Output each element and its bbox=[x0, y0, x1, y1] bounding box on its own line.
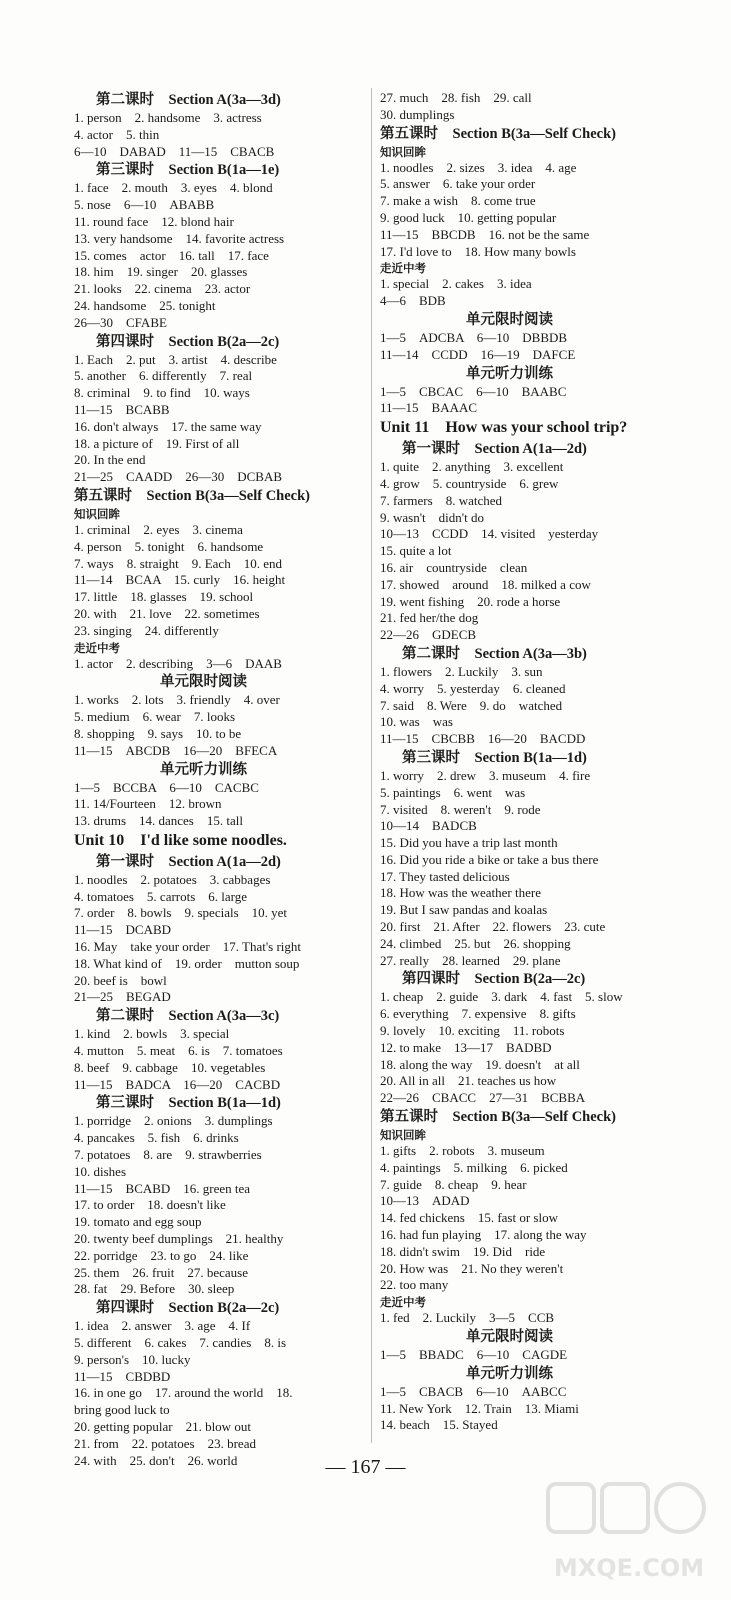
answer-line: 21—25 CAADD 26—30 DCBAB bbox=[74, 469, 283, 485]
answer-line: 1. porridge 2. onions 3. dumplings bbox=[74, 1113, 273, 1129]
answer-line: 20. beef is bowl bbox=[74, 972, 167, 988]
answer-line: 11. New York 12. Train 13. Miami bbox=[380, 1400, 579, 1416]
section-heading: 第一课时 Section A(1a—2d) bbox=[96, 853, 281, 870]
subsection-label: 知识回眸 bbox=[74, 506, 120, 521]
answer-line: 1. special 2. cakes 3. idea bbox=[380, 276, 532, 292]
answer-line: 5. answer 6. take your order bbox=[380, 176, 536, 192]
answer-line: 7. order 8. bowls 9. specials 10. yet bbox=[74, 905, 288, 921]
answer-line: 10. dishes bbox=[74, 1163, 126, 1179]
answer-line: 16. don't always 17. the same way bbox=[74, 418, 262, 434]
subsection-label: 走近中考 bbox=[380, 261, 426, 276]
section-heading: 单元限时阅读 bbox=[466, 311, 553, 328]
answer-line: 18. How was the weather there bbox=[380, 885, 541, 901]
answer-line: 14. fed chickens 15. fast or slow bbox=[380, 1210, 558, 1226]
answer-line: 23. singing 24. differently bbox=[74, 622, 219, 638]
answer-line: 20. In the end bbox=[74, 452, 146, 468]
answer-line: 20. How was 21. No they weren't bbox=[380, 1260, 564, 1276]
answer-line: 5. another 6. differently 7. real bbox=[74, 368, 253, 384]
answer-line: 11—15 BCABB bbox=[74, 401, 170, 417]
answer-line: 11. round face 12. blond hair bbox=[74, 213, 234, 229]
answer-line: 5. nose 6—10 ABABB bbox=[74, 197, 215, 213]
unit-title: Unit 11 How was your school trip? bbox=[380, 419, 628, 437]
answer-line: 1. actor 2. describing 3—6 DAAB bbox=[74, 655, 282, 671]
answer-line: 15. comes actor 16. tall 17. face bbox=[74, 247, 269, 263]
answer-line: 11—15 ABCDB 16—20 BFECA bbox=[74, 742, 278, 758]
answer-line: 4—6 BDB bbox=[380, 293, 446, 309]
answer-line: 7. farmers 8. watched bbox=[380, 492, 503, 508]
answer-line: 18. What kind of 19. order mutton soup bbox=[74, 955, 300, 971]
answer-line: 25. them 26. fruit 27. because bbox=[74, 1264, 249, 1280]
subsection-label: 知识回眸 bbox=[380, 1128, 426, 1143]
answer-line: 17. I'd love to 18. How many bowls bbox=[380, 243, 576, 259]
section-heading: 第四课时 Section B(2a—2c) bbox=[402, 971, 586, 988]
answer-line: 22. porridge 23. to go 24. like bbox=[74, 1247, 249, 1263]
answer-line: 14. beach 15. Stayed bbox=[380, 1417, 498, 1433]
section-heading: 第三课时 Section B(1a—1e) bbox=[96, 162, 280, 179]
answer-line: 21. from 22. potatoes 23. bread bbox=[74, 1435, 256, 1451]
answer-line: 4. paintings 5. milking 6. picked bbox=[380, 1159, 568, 1175]
answer-line: 1. noodles 2. potatoes 3. cabbages bbox=[74, 871, 271, 887]
answer-line: 1—5 CBACB 6—10 AABCC bbox=[380, 1383, 567, 1399]
answer-line: 9. lovely 10. exciting 11. robots bbox=[380, 1023, 565, 1039]
page-number: — 167 — bbox=[325, 1456, 406, 1478]
answer-line: 13. drums 14. dances 15. tall bbox=[74, 813, 243, 829]
watermark-logo bbox=[544, 1478, 714, 1588]
section-heading: 第三课时 Section B(1a—1d) bbox=[96, 1095, 281, 1112]
answer-line: 5. medium 6. wear 7. looks bbox=[74, 709, 236, 725]
answer-line: 1. Each 2. put 3. artist 4. describe bbox=[74, 351, 277, 367]
section-heading: 第四课时 Section B(2a—2c) bbox=[96, 333, 280, 350]
answer-line: 11—14 BCAA 15. curly 16. height bbox=[74, 572, 286, 588]
answer-line: 12. to make 13—17 BADBD bbox=[380, 1039, 552, 1055]
section-heading: 单元限时阅读 bbox=[160, 674, 247, 691]
answer-line: 10—13 CCDD 14. visited yesterday bbox=[380, 526, 599, 542]
answer-line: 11—15 BADCA 16—20 CACBD bbox=[74, 1076, 281, 1092]
answer-line: 17. showed around 18. milked a cow bbox=[380, 576, 591, 592]
answer-line: 11—14 CCDD 16—19 DAFCE bbox=[380, 346, 576, 362]
answer-line: 22—26 GDECB bbox=[380, 627, 477, 643]
answer-column-left bbox=[74, 90, 364, 1469]
section-heading: 第二课时 Section A(3a—3c) bbox=[96, 1008, 280, 1025]
answer-line: 18. along the way 19. doesn't at all bbox=[380, 1056, 580, 1072]
answer-line: 8. shopping 9. says 10. to be bbox=[74, 725, 242, 741]
answer-line: 17. to order 18. doesn't like bbox=[74, 1197, 226, 1213]
answer-line: 7. make a wish 8. come true bbox=[380, 193, 536, 209]
answer-line: 20. getting popular 21. blow out bbox=[74, 1419, 251, 1434]
answer-line: 1. person 2. handsome 3. actress bbox=[74, 110, 262, 125]
section-heading: 单元听力训练 bbox=[466, 365, 553, 382]
answer-line: 1. gifts 2. robots 3. museum bbox=[380, 1143, 545, 1159]
section-heading: 单元限时阅读 bbox=[466, 1329, 553, 1346]
unit-title: Unit 10 I'd like some noodles. bbox=[74, 831, 287, 849]
answer-line: 5. different 6. cakes 7. candies 8. is bbox=[74, 1335, 287, 1351]
answer-line: 1. criminal 2. eyes 3. cinema bbox=[74, 521, 243, 537]
answer-line: 16. Did you ride a bike or take a bus there bbox=[380, 851, 599, 867]
answer-line: bring good luck to bbox=[74, 1402, 170, 1418]
answer-line: 19. tomato and egg soup bbox=[74, 1214, 202, 1230]
answer-line: 11—15 BAAAC bbox=[380, 400, 478, 416]
answer-line: 1. quite 2. anything 3. excellent bbox=[380, 459, 564, 475]
answer-line: 15. Did you have a trip last month bbox=[380, 835, 558, 851]
answer-line: 11. 14/Fourteen 12. brown bbox=[74, 796, 222, 812]
answer-line: 11—15 CBCBB 16—20 BACDD bbox=[380, 731, 586, 747]
answer-line: 6—10 DABAD 11—15 CBACB bbox=[74, 143, 275, 159]
answer-line: 15. quite a lot bbox=[380, 543, 452, 559]
answer-line: 4. mutton 5. meat 6. is 7. tomatoes bbox=[74, 1043, 283, 1059]
answer-line: 7. visited 8. weren't 9. rode bbox=[380, 801, 541, 817]
answer-line: 6. everything 7. expensive 8. gifts bbox=[380, 1006, 576, 1022]
answer-line: 1. fed 2. Luckily 3—5 CCB bbox=[380, 1310, 555, 1326]
answer-line: 4. actor 5. thin bbox=[74, 126, 160, 142]
subsection-label: 走近中考 bbox=[380, 1295, 426, 1310]
answer-line: 17. They tasted delicious bbox=[380, 868, 510, 884]
answer-line: 10—13 ADAD bbox=[380, 1193, 470, 1209]
answer-line: 7. ways 8. straight 9. Each 10. end bbox=[74, 555, 282, 571]
answer-line: 19. went fishing 20. rode a horse bbox=[380, 593, 561, 609]
answer-line: 1. noodles 2. sizes 3. idea 4. age bbox=[380, 159, 577, 175]
answer-line: 7. said 8. Were 9. do watched bbox=[380, 697, 563, 713]
answer-line: 4. pancakes 5. fish 6. drinks bbox=[74, 1130, 239, 1146]
answer-line: 16. May take your order 17. That's right bbox=[74, 939, 302, 955]
answer-line: 4. worry 5. yesterday 6. cleaned bbox=[380, 680, 566, 696]
answer-line: 18. didn't swim 19. Did ride bbox=[380, 1243, 546, 1259]
answer-line: 10—14 BADCB bbox=[380, 818, 477, 834]
answer-line: 24. climbed 25. but 26. shopping bbox=[380, 935, 571, 951]
answer-line: 1. flowers 2. Luckily 3. sun bbox=[380, 663, 543, 679]
answer-line: 24. handsome 25. tonight bbox=[74, 297, 216, 313]
answer-line: 1—5 BCCBA 6—10 CACBC bbox=[74, 779, 259, 795]
subsection-label: 知识回眸 bbox=[380, 144, 426, 159]
answer-line: 11—15 DCABD bbox=[74, 922, 172, 938]
section-heading: 第四课时 Section B(2a—2c) bbox=[96, 1300, 280, 1317]
answer-line: 20. with 21. love 22. sometimes bbox=[74, 605, 260, 621]
answer-line: 21—25 BEGAD bbox=[74, 989, 171, 1005]
answer-line: 20. first 21. After 22. flowers 23. cute bbox=[380, 919, 606, 935]
section-heading: 第二课时 Section A(3a—3b) bbox=[402, 645, 587, 662]
answer-line: 4. tomatoes 5. carrots 6. large bbox=[74, 888, 248, 904]
answer-line: 10. was was bbox=[380, 714, 453, 730]
answer-line: 8. beef 9. cabbage 10. vegetables bbox=[74, 1059, 266, 1075]
answer-line: 1. worry 2. drew 3. museum 4. fire bbox=[380, 767, 591, 783]
answer-line: 27. really 28. learned 29. plane bbox=[380, 952, 561, 968]
answer-line: 1. kind 2. bowls 3. special bbox=[74, 1026, 230, 1042]
answer-line: 24. with 25. don't 26. world bbox=[74, 1452, 238, 1468]
answer-line: 4. person 5. tonight 6. handsome bbox=[74, 538, 264, 554]
answer-line: 16. in one go 17. around the world 18. bbox=[74, 1385, 293, 1401]
answer-line: 20. twenty beef dumplings 21. healthy bbox=[74, 1231, 284, 1247]
answer-line: 1—5 ADCBA 6—10 DBBDB bbox=[380, 329, 568, 345]
answer-line: 26—30 CFABE bbox=[74, 314, 167, 330]
answer-line: 19. But I saw pandas and koalas bbox=[380, 902, 548, 918]
answer-line: 11—15 BCABD 16. green tea bbox=[74, 1180, 251, 1196]
answer-line: 27. much 28. fish 29. call bbox=[380, 90, 532, 105]
section-heading: 单元听力训练 bbox=[466, 1365, 553, 1382]
answer-line: 5. paintings 6. went was bbox=[380, 784, 526, 800]
answer-line: 1. cheap 2. guide 3. dark 4. fast 5. slow bbox=[380, 989, 623, 1005]
answer-line: 11—15 BBCDB 16. not be the same bbox=[380, 226, 590, 242]
answer-column-right bbox=[380, 90, 690, 1434]
answer-line: 17. little 18. glasses 19. school bbox=[74, 589, 254, 605]
answer-line: 7. guide 8. cheap 9. hear bbox=[380, 1176, 527, 1192]
section-heading: 第五课时 Section B(3a—Self Check) bbox=[74, 487, 311, 504]
answer-line: 18. him 19. singer 20. glasses bbox=[74, 264, 248, 280]
answer-line: 9. good luck 10. getting popular bbox=[380, 209, 557, 225]
answer-line: 16. air countryside clean bbox=[380, 559, 528, 575]
answer-line: 28. fat 29. Before 30. sleep bbox=[74, 1281, 235, 1297]
answer-line: 9. wasn't didn't do bbox=[380, 509, 484, 525]
answer-line: 21. looks 22. cinema 23. actor bbox=[74, 281, 251, 297]
section-heading: 第三课时 Section B(1a—1d) bbox=[402, 749, 587, 766]
column-divider bbox=[371, 88, 372, 1443]
answer-line: 18. a picture of 19. First of all bbox=[74, 435, 240, 451]
answer-line: 1. face 2. mouth 3. eyes 4. blond bbox=[74, 180, 273, 196]
subsection-label: 走近中考 bbox=[74, 640, 120, 655]
svg-text:MXQE.COM: MXQE.COM bbox=[553, 1554, 705, 1582]
answer-line: 7. potatoes 8. are 9. strawberries bbox=[74, 1147, 262, 1163]
answer-line: 1. idea 2. answer 3. age 4. If bbox=[74, 1318, 251, 1334]
section-heading: 第五课时 Section B(3a—Self Check) bbox=[380, 125, 617, 142]
answer-line: 13. very handsome 14. favorite actress bbox=[74, 230, 285, 246]
answer-line: 1—5 BBADC 6—10 CAGDE bbox=[380, 1347, 568, 1363]
section-heading: 第二课时 Section A(3a—3d) bbox=[96, 92, 281, 108]
answer-line: 22. too many bbox=[380, 1277, 449, 1293]
answer-line: 22—26 CBACC 27—31 BCBBA bbox=[380, 1090, 586, 1106]
answer-line: 9. person's 10. lucky bbox=[74, 1351, 191, 1367]
section-heading: 第五课时 Section B(3a—Self Check) bbox=[380, 1109, 617, 1126]
answer-line: 1—5 CBCAC 6—10 BAABC bbox=[380, 383, 567, 399]
answer-line: 21. fed her/the dog bbox=[380, 610, 479, 626]
answer-line: 1. works 2. lots 3. friendly 4. over bbox=[74, 692, 280, 708]
section-heading: 第一课时 Section A(1a—2d) bbox=[402, 441, 587, 458]
answer-line: 16. had fun playing 17. along the way bbox=[380, 1227, 587, 1243]
answer-line: 8. criminal 9. to find 10. ways bbox=[74, 385, 250, 401]
answer-line: 11—15 CBDBD bbox=[74, 1368, 171, 1384]
section-heading: 单元听力训练 bbox=[160, 761, 247, 778]
answer-line: 30. dumplings bbox=[380, 106, 455, 122]
answer-line: 4. grow 5. countryside 6. grew bbox=[380, 475, 559, 491]
answer-line: 20. All in all 21. teaches us how bbox=[380, 1073, 557, 1089]
